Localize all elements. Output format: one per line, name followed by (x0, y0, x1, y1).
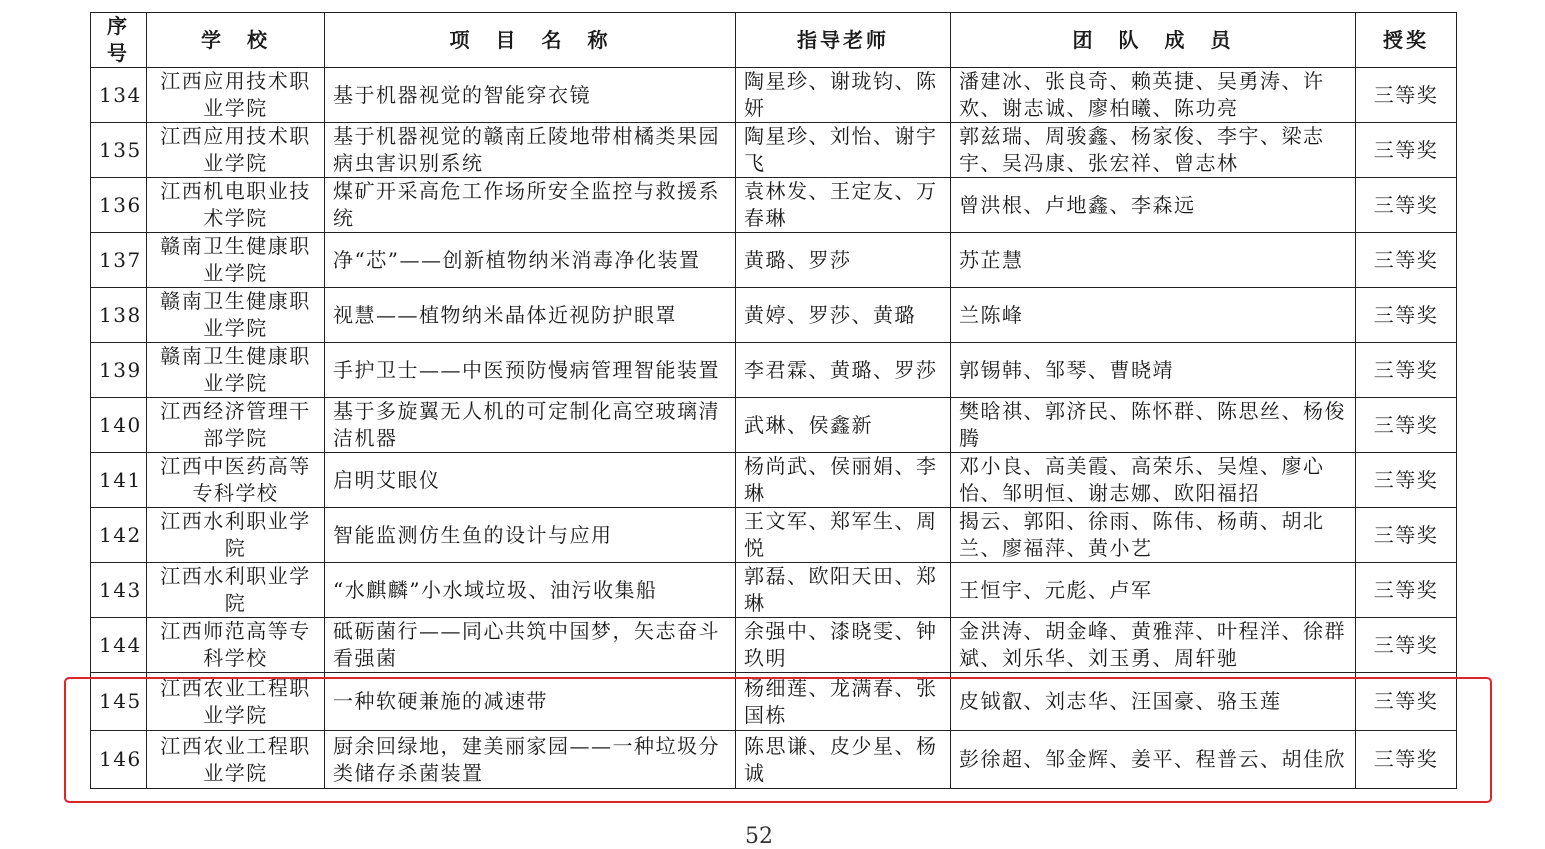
cell-school: 江西水利职业学院 (147, 563, 325, 618)
cell-teachers: 杨细莲、龙满春、张国栋 (736, 673, 951, 731)
cell-school: 江西机电职业技术学院 (147, 178, 325, 233)
cell-members: 揭云、郭阳、徐雨、陈伟、杨萌、胡北兰、廖福萍、黄小艺 (951, 508, 1356, 563)
table-row (91, 123, 1457, 178)
table-row (91, 233, 1457, 288)
cell-school: 赣南卫生健康职业学院 (147, 343, 325, 398)
cell-teachers: 黄璐、罗莎 (736, 233, 951, 288)
cell-award: 三等奖 (1356, 233, 1457, 288)
cell-num: 139 (91, 343, 147, 398)
cell-members: 潘建冰、张良奇、赖英捷、吴勇涛、许欢、谢志诚、廖柏曦、陈功亮 (951, 68, 1356, 123)
header-teachers: 指导老师 (736, 13, 951, 68)
cell-num: 138 (91, 288, 147, 343)
cell-members: 曾洪根、卢地鑫、李森远 (951, 178, 1356, 233)
cell-teachers: 黄婷、罗莎、黄璐 (736, 288, 951, 343)
cell-project: 手护卫士——中医预防慢病管理智能装置 (325, 343, 736, 398)
cell-school: 赣南卫生健康职业学院 (147, 288, 325, 343)
cell-school: 江西水利职业学院 (147, 508, 325, 563)
table-row (91, 618, 1457, 673)
cell-award: 三等奖 (1356, 563, 1457, 618)
cell-project: 煤矿开采高危工作场所安全监控与救援系统 (325, 178, 736, 233)
header-members: 团 队 成 员 (951, 13, 1356, 68)
cell-project: “水麒麟”小水域垃圾、油污收集船 (325, 563, 736, 618)
cell-num: 137 (91, 233, 147, 288)
header-award: 授奖 (1356, 13, 1457, 68)
cell-members: 金洪涛、胡金峰、黄雅萍、叶程洋、徐群斌、刘乐华、刘玉勇、周轩驰 (951, 618, 1356, 673)
cell-project: 智能监测仿生鱼的设计与应用 (325, 508, 736, 563)
cell-num: 141 (91, 453, 147, 508)
cell-teachers: 袁林发、王定友、万春琳 (736, 178, 951, 233)
cell-num: 134 (91, 68, 147, 123)
cell-members: 樊晗祺、郭济民、陈怀群、陈思丝、杨俊腾 (951, 398, 1356, 453)
cell-project: 砥砺菌行——同心共筑中国梦，矢志奋斗看强菌 (325, 618, 736, 673)
table-row (91, 343, 1457, 398)
cell-num: 136 (91, 178, 147, 233)
cell-members: 彭徐超、邹金辉、姜平、程普云、胡佳欣 (951, 731, 1356, 789)
table-row (91, 398, 1457, 453)
cell-award: 三等奖 (1356, 68, 1457, 123)
cell-num: 140 (91, 398, 147, 453)
cell-project: 启明艾眼仪 (325, 453, 736, 508)
table-row (91, 68, 1457, 123)
cell-teachers: 李君霖、黄璐、罗莎 (736, 343, 951, 398)
award-table (90, 12, 1457, 789)
cell-award: 三等奖 (1356, 508, 1457, 563)
cell-members: 皮钺叡、刘志华、汪国豪、骆玉莲 (951, 673, 1356, 731)
cell-num: 135 (91, 123, 147, 178)
cell-project: 基于机器视觉的赣南丘陵地带柑橘类果园病虫害识别系统 (325, 123, 736, 178)
cell-school: 江西师范高等专科学校 (147, 618, 325, 673)
table-row (91, 563, 1457, 618)
cell-school: 江西应用技术职业学院 (147, 68, 325, 123)
cell-award: 三等奖 (1356, 398, 1457, 453)
cell-teachers: 余强中、漆晓雯、钟玖明 (736, 618, 951, 673)
table-row (91, 288, 1457, 343)
cell-project: 基于机器视觉的智能穿衣镜 (325, 68, 736, 123)
cell-project: 一种软硬兼施的减速带 (325, 673, 736, 731)
cell-project: 基于多旋翼无人机的可定制化高空玻璃清洁机器 (325, 398, 736, 453)
cell-members: 兰陈峰 (951, 288, 1356, 343)
cell-teachers: 郭磊、欧阳天田、郑琳 (736, 563, 951, 618)
cell-project: 净“芯”——创新植物纳米消毒净化装置 (325, 233, 736, 288)
cell-award: 三等奖 (1356, 453, 1457, 508)
table-row (91, 178, 1457, 233)
cell-school: 江西中医药高等专科学校 (147, 453, 325, 508)
cell-members: 王恒宇、元彪、卢军 (951, 563, 1356, 618)
cell-teachers: 王文军、郑军生、周悦 (736, 508, 951, 563)
table-row (91, 453, 1457, 508)
cell-award: 三等奖 (1356, 123, 1457, 178)
cell-members: 郭兹瑞、周骏鑫、杨家俊、李宇、梁志宇、吴冯康、张宏祥、曾志林 (951, 123, 1356, 178)
cell-school: 江西经济管理干部学院 (147, 398, 325, 453)
table-header-row (91, 13, 1457, 68)
cell-school: 江西应用技术职业学院 (147, 123, 325, 178)
cell-teachers: 武琳、侯鑫新 (736, 398, 951, 453)
cell-teachers: 陈思谦、皮少星、杨诚 (736, 731, 951, 789)
cell-teachers: 陶星珍、谢珑钧、陈妍 (736, 68, 951, 123)
header-num: 序号 (91, 13, 147, 68)
cell-award: 三等奖 (1356, 731, 1457, 789)
cell-num: 143 (91, 563, 147, 618)
cell-award: 三等奖 (1356, 178, 1457, 233)
cell-num: 142 (91, 508, 147, 563)
cell-num: 144 (91, 618, 147, 673)
cell-award: 三等奖 (1356, 618, 1457, 673)
cell-award: 三等奖 (1356, 343, 1457, 398)
cell-project: 视慧——植物纳米晶体近视防护眼罩 (325, 288, 736, 343)
header-project: 项 目 名 称 (325, 13, 736, 68)
cell-members: 苏芷慧 (951, 233, 1356, 288)
cell-award: 三等奖 (1356, 673, 1457, 731)
cell-teachers: 陶星珍、刘怡、谢宇飞 (736, 123, 951, 178)
cell-teachers: 杨尚武、侯丽娟、李琳 (736, 453, 951, 508)
header-school: 学 校 (147, 13, 325, 68)
table-row (91, 673, 1457, 731)
cell-members: 郭锡韩、邹琴、曹晓靖 (951, 343, 1356, 398)
cell-school: 赣南卫生健康职业学院 (147, 233, 325, 288)
cell-school: 江西农业工程职业学院 (147, 731, 325, 789)
cell-school: 江西农业工程职业学院 (147, 673, 325, 731)
table-row (91, 731, 1457, 789)
cell-project: 厨余回绿地，建美丽家园——一种垃圾分类储存杀菌装置 (325, 731, 736, 789)
cell-members: 邓小良、高美霞、高荣乐、吴煌、廖心怡、邹明恒、谢志娜、欧阳福招 (951, 453, 1356, 508)
cell-num: 146 (91, 731, 147, 789)
cell-award: 三等奖 (1356, 288, 1457, 343)
table-row (91, 508, 1457, 563)
page-number: 52 (745, 824, 773, 849)
cell-num: 145 (91, 673, 147, 731)
